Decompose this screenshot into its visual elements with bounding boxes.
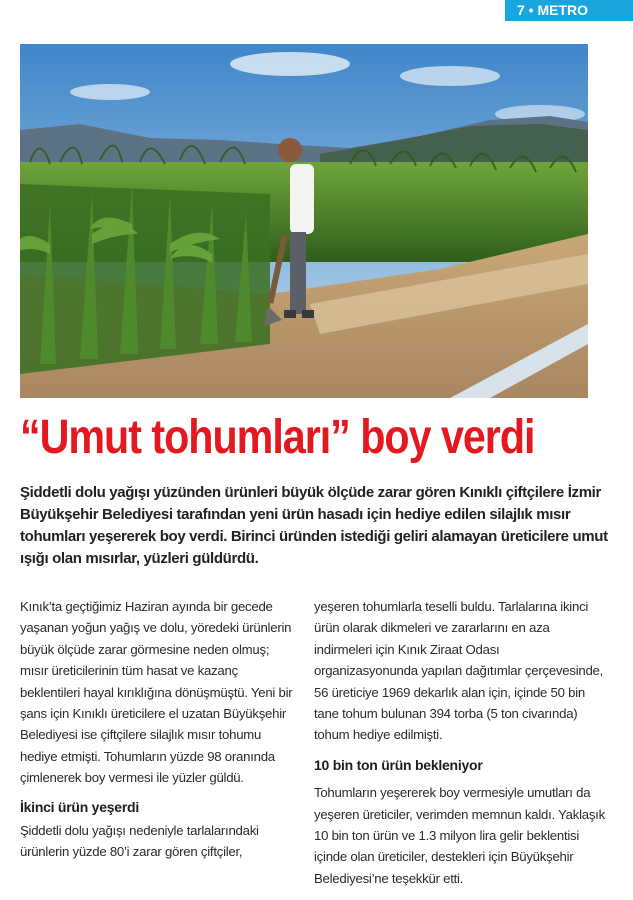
- page-number-badge: 7 • METRO: [505, 0, 633, 21]
- body-paragraph: Kınık’ta geçtiğimiz Haziran ayında bir gecede yaşanan yoğun yağış ve dolu, yöredeki ürünlerin büyük ölçüde zarar görmesine neden olmuş; mısır üreticilerinin tüm hasat ve kazanç beklentileri hayal kırıklığına dönüşmüştü. Yeni bir şans için Kınıklı üreticilere el uzatan Büyükşehir Belediyesi ise çiftçilere silajlık mısır tohumu hediye etmişti. Tohumların yüzde 98 oranında çimlenerek boy vermesi ile yüzler güldü.: [20, 599, 293, 786]
- article-photo: [20, 44, 588, 398]
- subheading: İkinci ürün yeşerdi: [20, 798, 139, 815]
- subheading: 10 bin ton ürün bekleniyor: [314, 756, 483, 773]
- body-paragraph: Tohumların yeşererek boy vermesiyle umutları da yeşeren üreticiler, verimden memnun kaldı. Yaklaşık 10 bin ton ürün ve 1.3 milyon lira gelir beklentisi içinde olan üreticiler, destekleri için Büyükşehir Belediyesi’ne teşekkür etti.: [314, 785, 605, 886]
- lead-paragraph: Şiddetli dolu yağışı yüzünden ürünleri büyük ölçüde zarar gören Kınıklı çiftçilere İzmir Büyükşehir Belediyesi tarafından yeni ürün hasadı için hediye edilen silajlık mısır tohumları yeşererek boy verdi. Birinci üründen istediği geliri alamayan üreticilere umut ışığı olan mısırlar, yüzleri güldürdü.: [20, 484, 608, 567]
- farmer-in-corn-field-photo: [20, 44, 588, 398]
- headline: “Umut tohumları” boy verdi: [20, 411, 535, 464]
- body-column-right: [314, 596, 606, 889]
- body-column-left: [20, 596, 296, 863]
- body-paragraph: Şiddetli dolu yağışı nedeniyle tarlalarındaki ürünlerin yüzde 80’i zarar gören çiftçiler,: [20, 823, 259, 860]
- body-paragraph: yeşeren tohumlarla teselli buldu. Tarlalarına ikinci ürün olarak dikmeleri ve zararlarını en aza indirmeleri için Kınık Ziraat Odası organizasyonunda yapılan dağıtımlar çerçevesinde, 56 üreticiye 1969 dekarlık alan için, içinde 50 bin tane tohum bulunan 394 torba (5 ton civarında) tohum hediye edilmişti.: [314, 599, 604, 743]
